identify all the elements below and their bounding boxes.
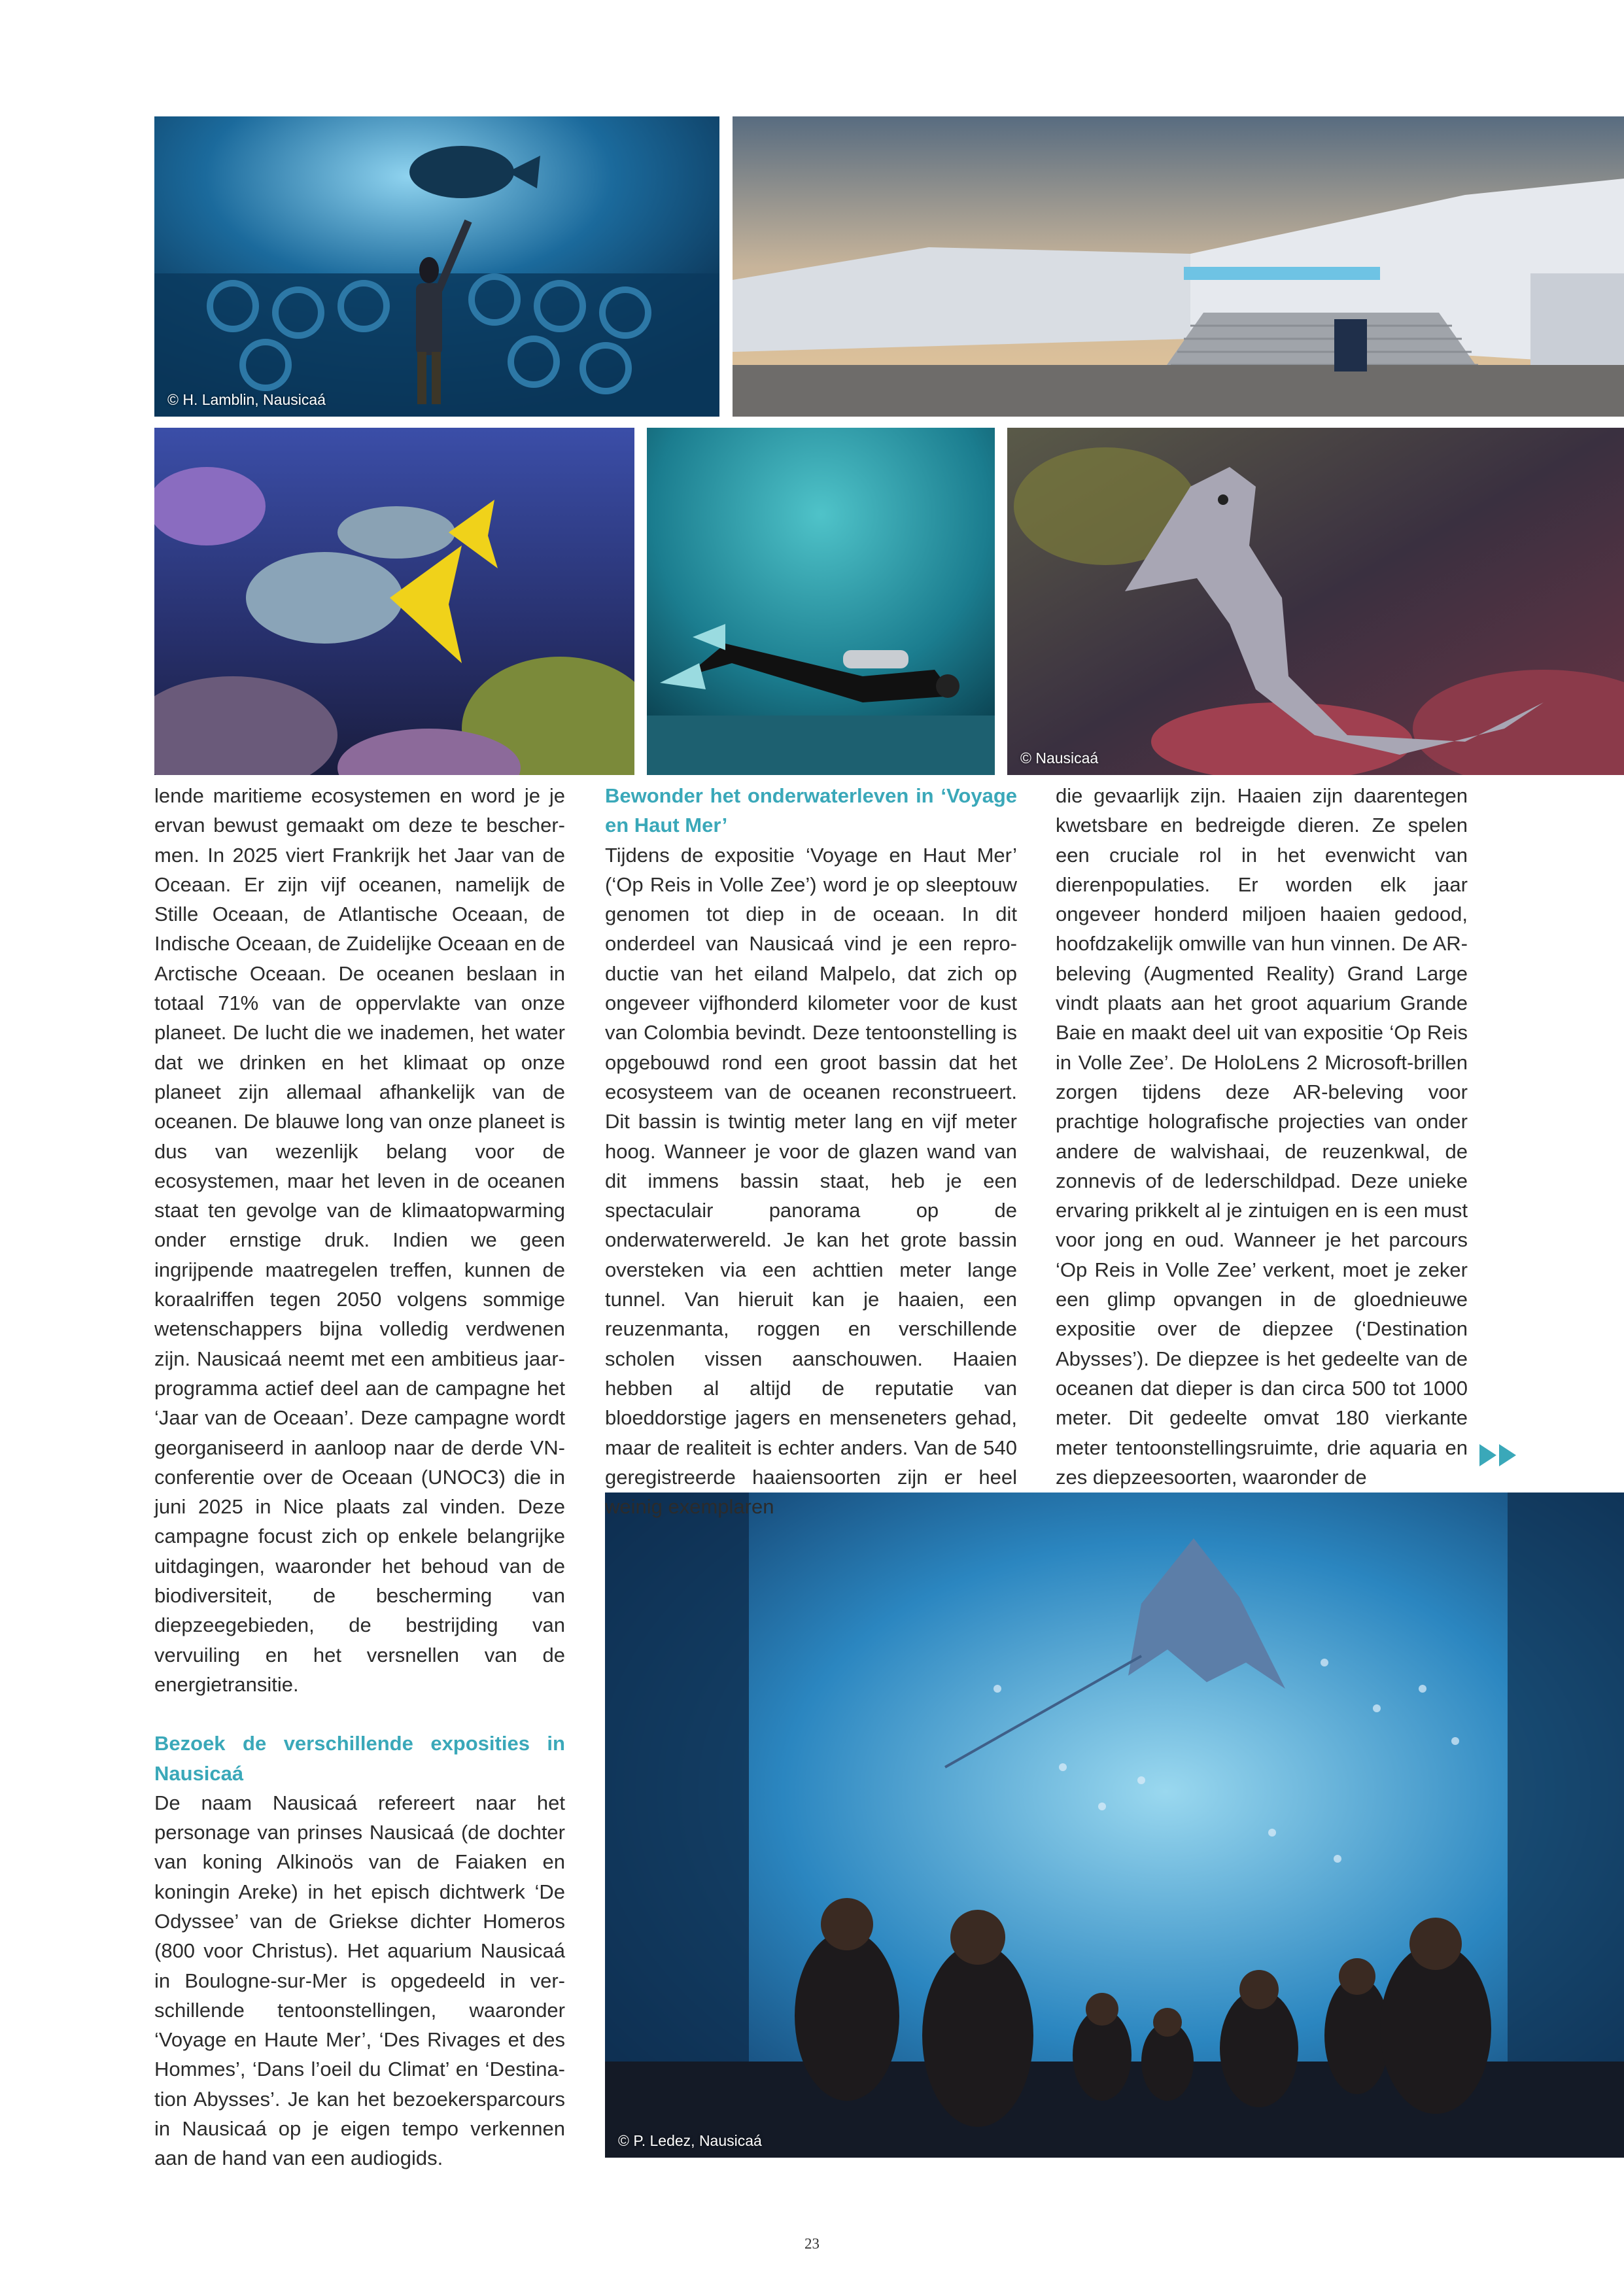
photo-credit: © H. Lamblin, Nausicaá [167, 391, 326, 408]
section-heading: Bezoek de verschillende exposities in Nausicaá [154, 1732, 565, 1785]
body-paragraph: De naam Nausicaá refereert naar het personage van prinses Nausicaá (de dochter van koning Alkinoös van de Faiaken en koningin Areke) in het episch dichtwerk ‘De Odyssee’ van de Griekse dichter Homeros (800 voor Christus). Het aquarium Nausicaá in Boulogne-sur-Mer is opgedeeld in verschillende tentoonstellingen, waaronder ‘Voyage en Haute Mer’, ‘Des Rivages et des Hommes’, ‘Dans l’oeil du Climat’ en ‘Destination Abysses’. Je kan het bezoekersparcours in Nausicaá op je eigen tempo verkennen aan de hand van een audiogids. [154, 1791, 565, 2170]
photo-diver [647, 428, 995, 775]
photo-child-aquarium [154, 116, 719, 417]
body-paragraph: lende maritieme ecosystemen en word je je ervan bewust gemaakt om deze te beschermen. In 2025 viert Frankrijk het Jaar van de Oceaan. Er zijn vijf oceanen, namelijk de Stille Oceaan, de Atlantische Oceaan, de Indische Oceaan, de Zuidelijke Oceaan en de Arctische Oceaan. De oceanen beslaan in totaal 71% van de oppervlakte van onze planeet. De lucht die we inademen, het water dat we drinken en het klimaat op onze planeet zijn allemaal afhankelijk van de oceanen. De blauwe long van onze planeet is dus van wezenlijk belang voor de ecosystemen, maar het leven in de oceanen staat ten gevolge van de klimaatopwarming onder ernstige druk. Indien we geen ingrijpende maatregelen treffen, kunnen de koraalriffen tegen 2050 volgens sommige wetenschappers bijna volledig verdwenen zijn. Nausicaá neemt met een ambitieus jaarprogramma actief deel aan de campagne het ‘Jaar van de Oceaan’. Deze campagne wordt georganiseerd in aanloop naar de derde VN-conferentie over de Oceaan (UNOC3) die in juni 2025 in Nice plaats zal vinden. Deze campagne focust zich op enkele belangrijke uitdagingen, waaronder het behoud van de biodiversiteit, de bescherming van diepzeegebieden, de bestrijding van vervuiling en het versnellen van de energietransitie. [154, 784, 565, 1696]
photo-seahorse [1007, 428, 1624, 775]
photo-manta-tank [605, 1493, 1624, 2158]
page-number: 23 [804, 2235, 820, 2252]
text-column-2 [605, 781, 1017, 1521]
body-paragraph: Tijdens de expositie ‘Voyage en Haut Mer’ (‘Op Reis in Volle Zee’) word je op sleeptouw genomen tot diep in de oceaan. In dit onderdeel van Nausicaá vind je een reproductie van het eiland Malpelo, dat zich op ongeveer vijfhonderd kilometer voor de kust van Colombia bevindt. Deze tentoonstelling is opgebouwd rond een groot bassin dat het ecosysteem van de oceanen reconstrueert. Dit bassin is twintig meter lang en vijf meter hoog. Wanneer je voor de glazen wand van dit immens bassin staat, heb je een spectaculair panorama op de onderwaterwereld. Je kan het grote bassin oversteken via een achttien meter lange tunnel. Van hieruit kan je haaien, een reuzenmanta, roggen en verschillende scholen vissen aanschouwen. Haaien hebben al altijd de reputatie van bloeddorstige jagers en menseneters gehad, maar de realiteit is echter anders. Van de 540 geregistreerde haaiensoorten zijn er heel weinig exemplaren [605, 843, 1017, 1519]
section-heading: Bewonder het onderwaterleven in ‘Voyage en Haut Mer’ [605, 784, 1017, 837]
photo-nausicaa-building [733, 116, 1624, 417]
text-column-1 [154, 781, 565, 2173]
photo-credit: © Nausicaá [1020, 750, 1099, 767]
photo-yellow-fish [154, 428, 634, 775]
text-column-3 [1056, 781, 1468, 1492]
body-paragraph: die gevaarlijk zijn. Haaien zijn daarentegen kwetsbare en bedreigde dieren. Ze spelen een cruciale rol in het evenwicht van dierenpopulaties. Er worden elk jaar ongeveer honderd miljoen haaien gedood, hoofdzakelijk omwille van hun vinnen. De AR-beleving (Augmented Reality) Grand Large vindt plaats aan het groot aquarium Grande Baie en maakt deel uit van expositie ‘Op Reis in Volle Zee’. De HoloLens 2 Microsoft-brillen zorgen tijdens deze AR-beleving voor prachtige holografische projecties van onder andere de walvishaai, de reuzenkwal, de zonnevis of de lederschildpad. Deze unieke ervaring prikkelt al je zintuigen en is een must voor jong en oud. Wanneer je het parcours ‘Op Reis in Volle Zee’ verkent, moet je zeker een glimp opvangen in de gloednieuwe expositie over de diepzee (‘Destination Abysses’). De diepzee is het gedeelte van de oceanen dat dieper is dan circa 500 tot 1000 meter. Dit gedeelte omvat 180 vierkante meter tentoonstellingsruimte, drie aquaria en zes diepzeesoorten, waaronder de [1056, 784, 1468, 1489]
photo-credit: © P. Ledez, Nausicaá [618, 2132, 762, 2149]
double-chevron-right-icon [1479, 1444, 1517, 1466]
